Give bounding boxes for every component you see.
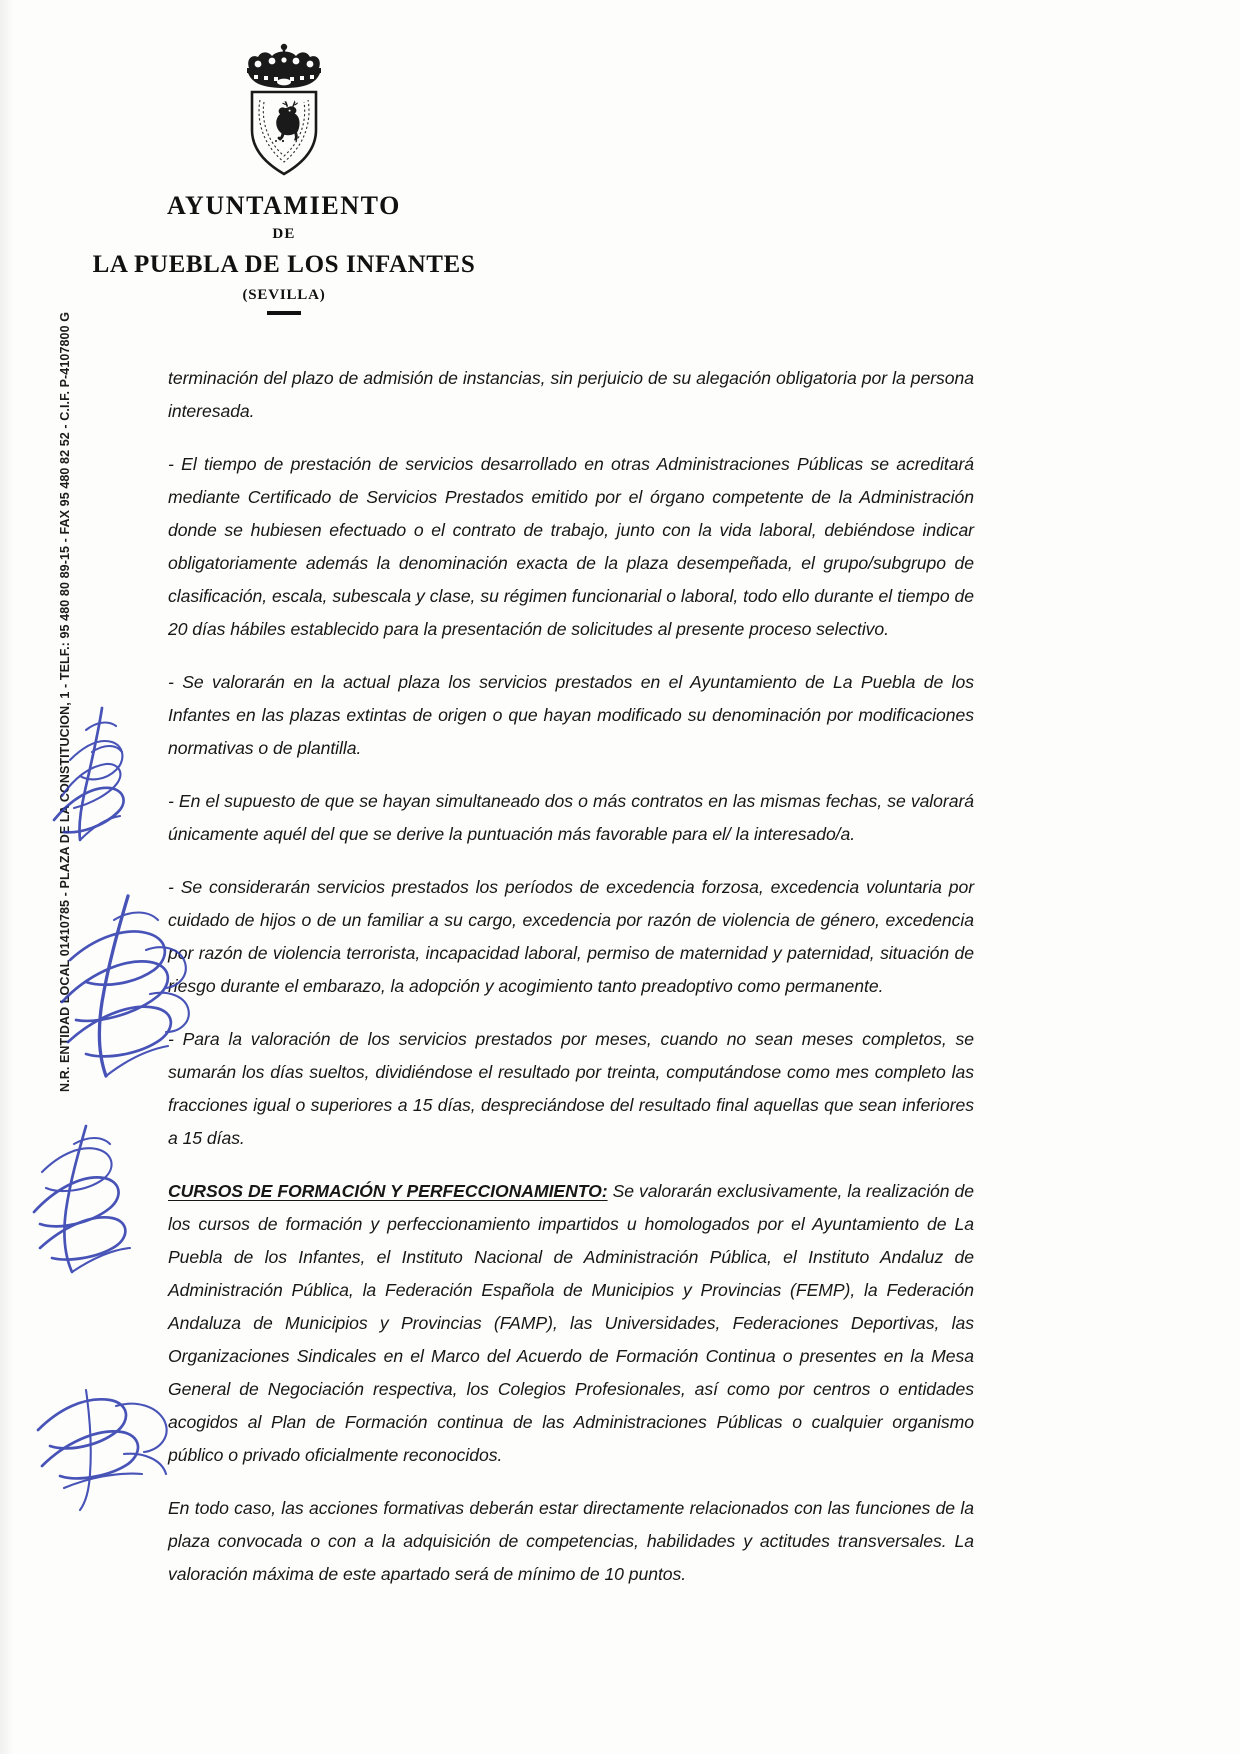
paragraph-acciones-formativas: En todo caso, las acciones formativas deberán estar directamente relacionados con las funciones de la plaza convocada o con a la adquisición de competencias, habilidades y actitudes transversales. La valoración máxima de este apartado será de mínimo de 10 puntos. <box>168 1498 974 1584</box>
letterhead-divider <box>267 311 301 315</box>
paragraph-supuesto-simultaneado: - En el supuesto de que se hayan simultaneado dos o más contratos en las mismas fechas, se valorará únicamente aquél del que se derive la puntuación más favorable para el/ la interesado/a. <box>168 791 974 844</box>
section-body-cursos-formacion: Se valorarán exclusivamente, la realización de los cursos de formación y perfeccionamiento impartidos u homologados por el Ayuntamiento de La Puebla de los Infantes, el Instituto Nacional de Administración Pública, el Instituto Andaluz de Administración Pública, la Federación Española de Municipios y Provincias (FEMP), la Federación Andaluza de Municipios y Provincias (FAMP), las Universidades, Federaciones Deportivas, las Organizaciones Sindicales en el Marco del Acuerdo de Formación Continua o presentes en la Mesa General de Negociación respectiva, los Colegios Profesionales, así como por centros o entidades acogidos al Plan de Formación continua de las Administraciones Públicas o cualquier organismo público o privado oficialmente reconocidos. <box>168 1181 975 1465</box>
section-heading-cursos-formacion: CURSOS DE FORMACIÓN Y PERFECCIONAMIENTO: <box>168 1181 608 1201</box>
paragraph-valoracion-por-meses: - Para la valoración de los servicios prestados por meses, cuando no sean meses completos, se sumarán los días sueltos, dividiéndose el resultado por treinta, computándose como mes completo las fracciones igual o superiores a 15 días, despreciándose del resultado final aquellas que sean inferiores a 15 días. <box>168 1029 974 1148</box>
entity-registry-sidebar-text: N.R. ENTIDAD LOCAL 01410785 - PLAZA DE LA CONSTITUCION, 1 - TELF.: 95 480 80 89-15 - FAX 95 480 82 52 - C.I.F. P-4107800 G <box>58 311 72 1092</box>
letterhead <box>88 42 480 315</box>
document-body <box>168 362 974 1611</box>
paragraph-tiempo-prestacion: - El tiempo de prestación de servicios desarrollado en otras Administraciones Públicas se acreditará mediante Certificado de Servicios Prestados emitido por el órgano competente de la Administración donde se hubiesen efectuado o el contrato de trabajo, junto con la vida laboral, debiéndose indicar obligatoriamente además la denominación exacta de la plaza desempeñada, el grupo/subgrupo de clasificación, escala, subescala y clase, su régimen funcionarial o laboral, todo ello durante el tiempo de 20 días hábiles establecido para la presentación de solicitudes al presente proceso selectivo. <box>168 454 974 639</box>
scan-edge-shadow <box>0 0 14 1754</box>
letterhead-line-province: (SEVILLA) <box>242 287 326 304</box>
paragraph-continuation: terminación del plazo de admisión de instancias, sin perjuicio de su alegación obligatoria por la persona interesada. <box>168 368 974 421</box>
paragraph-servicios-prestados-periodos: - Se considerarán servicios prestados los períodos de excedencia forzosa, excedencia voluntaria por cuidado de hijos o de un familiar a su cargo, excedencia por razón de violencia de género, excedencia por razón de violencia terrorista, incapacidad laboral, permiso de maternidad y paternidad, situación de riesgo durante el embarazo, la adopción y acogimiento tanto preadoptivo como permanente. <box>168 877 974 996</box>
municipal-coat-of-arms-icon <box>232 42 336 178</box>
letterhead-line-de: DE <box>272 226 296 243</box>
paragraph-cursos-formacion <box>168 1175 974 1472</box>
letterhead-line-ayuntamiento: AYUNTAMIENTO <box>167 191 401 220</box>
paragraph-valoraran-actual-plaza: - Se valorarán en la actual plaza los servicios prestados en el Ayuntamiento de La Puebla de los Infantes en las plazas extintas de origen o que hayan modificado su denominación por modificaciones normativas o de plantilla. <box>168 672 974 758</box>
handwritten-signature <box>20 1120 170 1320</box>
handwritten-signature <box>28 1370 188 1520</box>
letterhead-line-municipality: LA PUEBLA DE LOS INFANTES <box>92 251 476 279</box>
